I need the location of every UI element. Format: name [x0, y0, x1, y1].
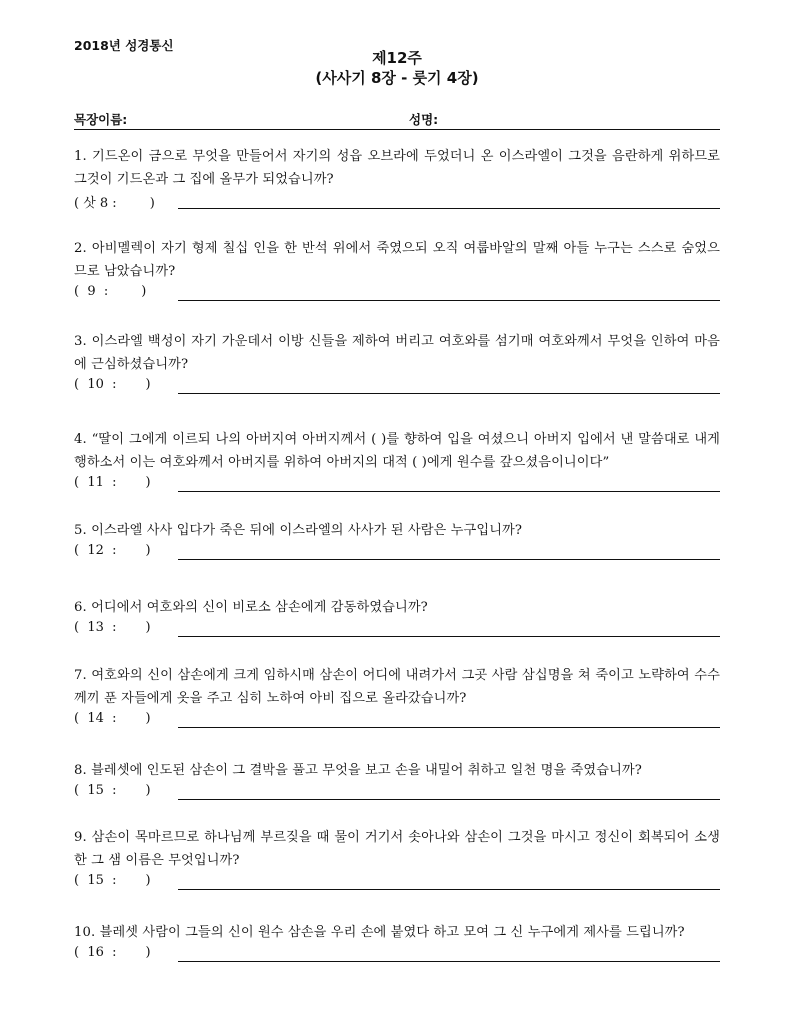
member-name-label: 성명: [409, 112, 439, 127]
question-text: 6. 어디에서 여호와의 신이 비로소 삼손에게 감동하였습니까? [74, 600, 428, 615]
answer-row[interactable] [74, 872, 720, 894]
answer-line[interactable] [178, 727, 720, 728]
answer-line[interactable] [178, 491, 720, 492]
answer-row[interactable] [74, 376, 720, 398]
question-text: 1. 기드온이 금으로 무엇을 만들어서 자기의 성읍 오브라에 두었더니 온 이스라엘이 그것을 음란하게 위하므로 그것이 기드온과 그 집에 올무가 되었습니까? [74, 149, 720, 187]
question-4 [74, 428, 720, 496]
scripture-range: (사사기 8장 - 룻기 4장) [315, 69, 479, 87]
question-text: 9. 삼손이 목마르므로 하나님께 부르짖을 때 물이 거기서 솟아나와 삼손이 그것을 마시고 정신이 회복되어 소생한 그 샘 이름은 무엇입니까? [74, 830, 720, 868]
verse-reference: ( 13 : ) [74, 620, 151, 635]
answer-line[interactable] [178, 636, 720, 637]
answer-row[interactable] [74, 710, 720, 732]
answer-row[interactable] [74, 474, 720, 496]
question-text: 8. 블레셋에 인도된 삼손이 그 결박을 풀고 무엇을 보고 손을 내밀어 취하고 일천 명을 죽였습니까? [74, 763, 642, 778]
verse-reference: ( 15 : ) [74, 783, 151, 798]
question-8 [74, 759, 720, 804]
question-9 [74, 826, 720, 894]
verse-reference: ( 11 : ) [74, 475, 151, 490]
document-header-year: 2018년 성경통신 [74, 38, 174, 53]
question-text: 5. 이스라엘 사사 입다가 죽은 뒤에 이스라엘의 사사가 된 사람은 누구입니까? [74, 523, 523, 538]
question-text: 2. 아비멜렉이 자기 형제 칠십 인을 한 반석 위에서 죽였으되 오직 여룹바알의 말째 아들 누구는 스스로 숨었으므로 남았습니까? [74, 241, 720, 279]
verse-reference: ( 14 : ) [74, 711, 151, 726]
name-field-line[interactable] [74, 109, 720, 130]
answer-line[interactable] [178, 393, 720, 394]
question-10 [74, 921, 720, 966]
answer-line[interactable] [178, 889, 720, 890]
verse-reference: ( 12 : ) [74, 543, 151, 558]
answer-row[interactable] [74, 619, 720, 641]
question-text: 7. 여호와의 신이 삼손에게 크게 임하시매 삼손이 어디에 내려가서 그곳 사람 삼십명을 쳐 죽이고 노략하여 수수께끼 푼 자들에게 옷을 주고 심히 노하여 아비 집으로 올라갔습니까? [74, 668, 720, 706]
answer-row[interactable] [74, 542, 720, 564]
answer-row[interactable] [74, 944, 720, 966]
answer-line[interactable] [178, 559, 720, 560]
answer-row[interactable] [74, 782, 720, 804]
title-block [0, 48, 794, 88]
verse-reference: ( 15 : ) [74, 873, 151, 888]
answer-row[interactable] [74, 191, 720, 213]
group-name-label: 목장이름: [74, 112, 128, 127]
question-1 [74, 145, 720, 213]
question-7 [74, 664, 720, 732]
answer-line[interactable] [178, 300, 720, 301]
question-3 [74, 330, 720, 398]
question-6 [74, 596, 720, 641]
answer-line[interactable] [178, 961, 720, 962]
answer-row[interactable] [74, 283, 720, 305]
verse-reference: ( 16 : ) [74, 945, 151, 960]
question-5 [74, 519, 720, 564]
answer-line[interactable] [178, 799, 720, 800]
week-title: 제12주 [372, 49, 422, 67]
verse-reference: ( 9 : ) [74, 284, 147, 299]
question-text: 10. 블레셋 사람이 그들의 신이 원수 삼손을 우리 손에 붙였다 하고 모여 그 신 누구에게 제사를 드립니까? [74, 925, 685, 940]
question-text: 4. “딸이 그에게 이르되 나의 아버지여 아버지께서 ( )를 향하여 입을 여셨으니 아버지 입에서 낸 말씀대로 내게 행하소서 이는 여호와께서 아버지를 위하여 아버지의 대적 ( )에게 원수를 갚으셨음이니이다” [74, 432, 720, 470]
question-text: 3. 이스라엘 백성이 자기 가운데서 이방 신들을 제하여 버리고 여호와를 섬기매 여호와께서 무엇을 인하여 마음에 근심하셨습니까? [74, 334, 720, 372]
question-2 [74, 237, 720, 305]
verse-reference: ( 삿 8 : ) [74, 196, 155, 211]
answer-line[interactable] [178, 208, 720, 209]
verse-reference: ( 10 : ) [74, 377, 151, 392]
